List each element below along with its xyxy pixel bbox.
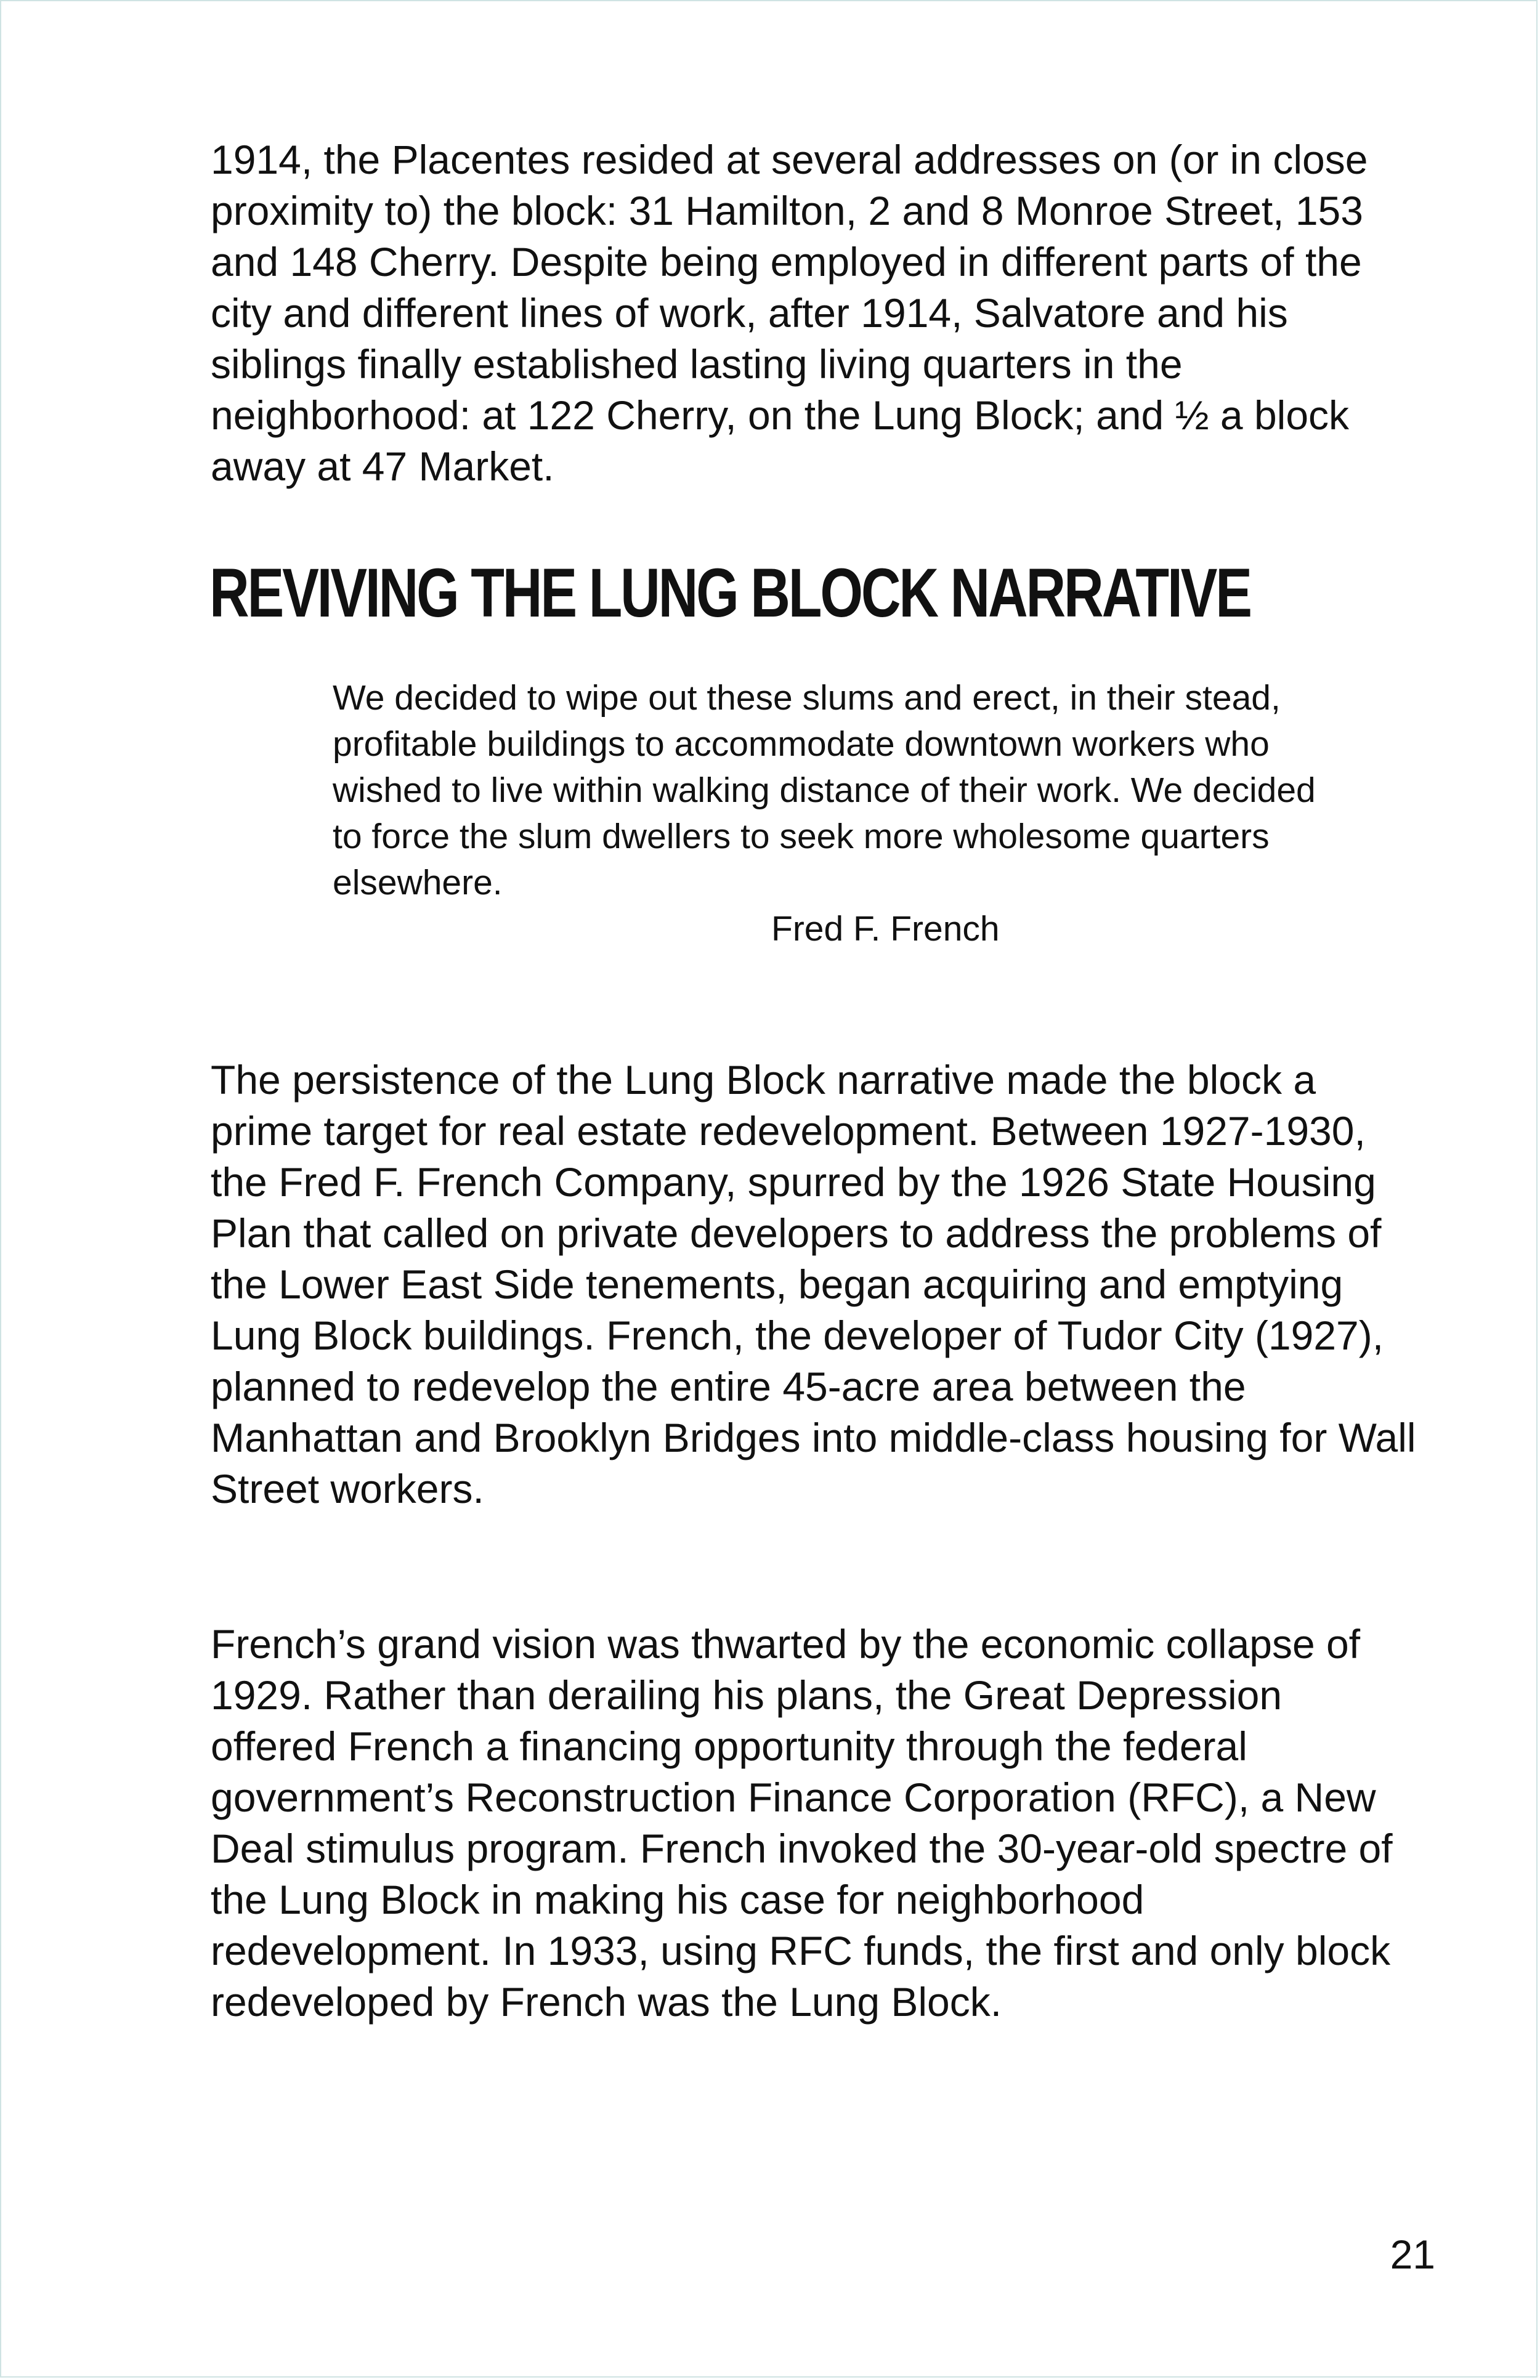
block-quote [333,675,1318,952]
body-paragraph-3: French’s grand vision was thwarted by the economic collapse of 1929. Rather than derailing his plans, the Great Depression offered French a financing opportunity through the federal government’s Reconstruction Finance Corporation (RFC), a New Deal stimulus program. French invoked the 30-year-old spectre of the Lung Block in making his case for neighborhood redevelopment. In 1933, using RFC funds, the first and only block redeveloped by French was the Lung Block. [211,1621,1393,2025]
body-paragraph-2: The persistence of the Lung Block narrative made the block a prime target for real estate redevelopment. Between 1927-1930, the Fred F. French Company, spurred by the 1926 State Housing Plan that called on private developers to address the problems of the Lower East Side tenements, began acquiring and emptying Lung Block buildings. French, the developer of Tudor City (1927), planned to redevelop the entire 45-acre area between the Manhattan and Brooklyn Bridges into middle-class housing for Wall Street workers. [211,1057,1416,1512]
body-paragraph-1: 1914, the Placentes resided at several addresses on (or in close proximity to) the block: 31 Hamilton, 2 and 8 Monroe Street, 153 and 148 Cherry. Despite being employed in different parts of the city and different lines of work, after 1914, Salvatore and his siblings finally established lasting living quarters in the neighborhood: at 122 Cherry, on the Lung Block; and ½ a block away at 47 Market. [211,137,1368,489]
quote-attribution: Fred F. French [771,909,1000,949]
section-heading: REVIVING THE LUNG BLOCK NARRATIVE [209,554,1250,631]
page-number: 21 [1390,2232,1435,2277]
quote-text: We decided to wipe out these slums and erect, in their stead, profitable buildings to accommodate downtown workers who wished to live within walking distance of their work. We decided to force the slum dwellers to seek more wholesome quarters elsewhere. [333,678,1316,902]
